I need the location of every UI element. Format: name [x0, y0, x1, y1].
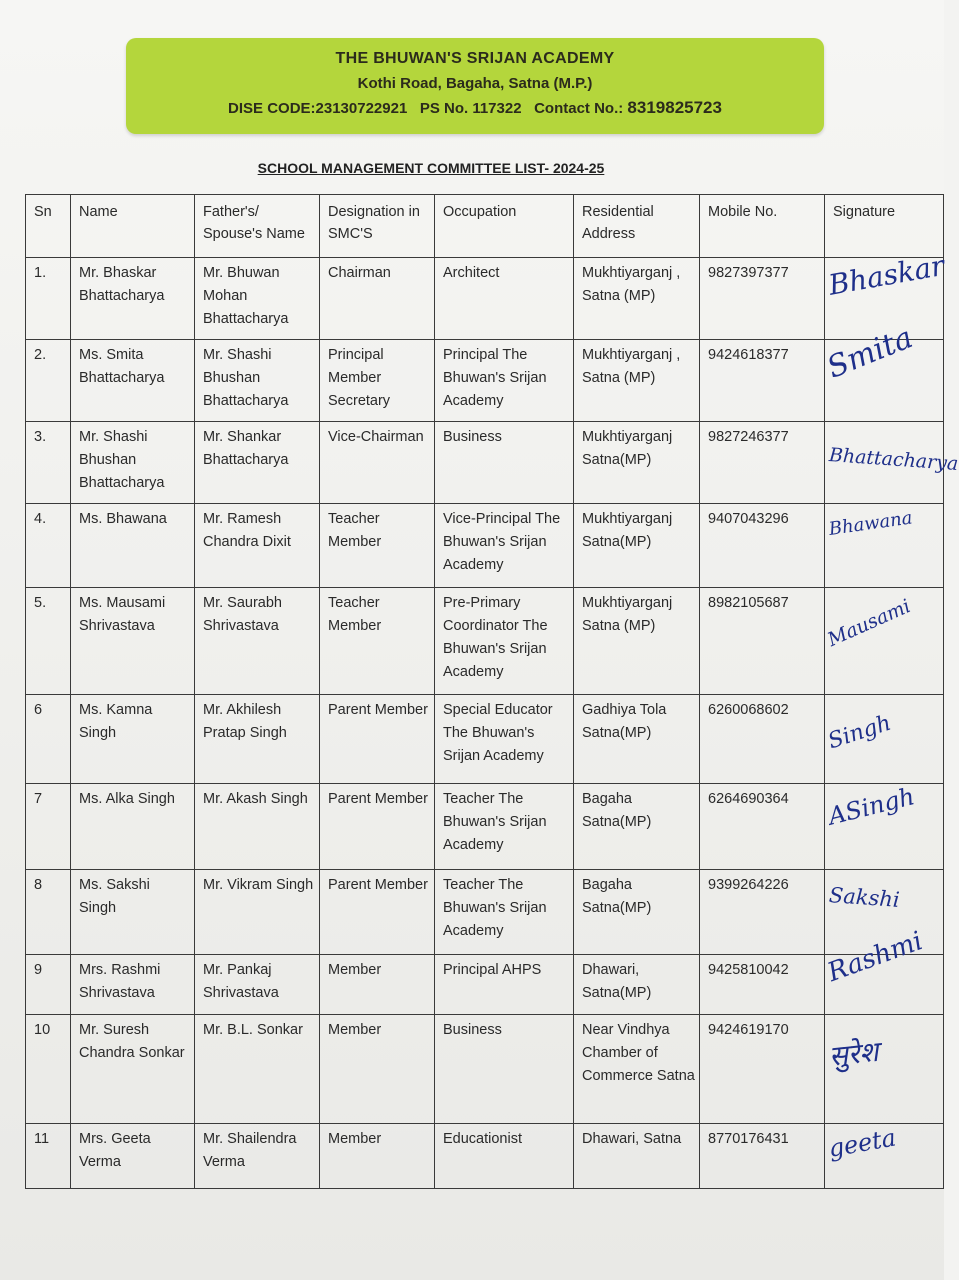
cell-designation: Chairman — [320, 258, 435, 340]
cell-father: Mr. Vikram Singh — [195, 870, 320, 955]
header-mobile: Mobile No. — [700, 195, 825, 258]
cell-occupation: Special Educator The Bhuwan's Srijan Academy — [435, 695, 574, 784]
cell-signature — [825, 1124, 944, 1189]
cell-name: Mr. Suresh Chandra Sonkar — [71, 1015, 195, 1124]
table-row — [26, 422, 944, 504]
smc-table — [25, 194, 959, 1189]
cell-mobile: 9827246377 — [700, 422, 825, 504]
header-name: Name — [71, 195, 195, 258]
signature-mark: Bhaskar — [826, 248, 947, 302]
cell-designation: Parent Member — [320, 870, 435, 955]
table-row — [26, 1015, 944, 1124]
cell-address: Mukhtiyarganj , Satna (MP) — [574, 340, 700, 422]
cell-father: Mr. B.L. Sonkar — [195, 1015, 320, 1124]
cell-mobile: 8770176431 — [700, 1124, 825, 1189]
header-signature: Signature — [825, 195, 944, 258]
cell-designation: Teacher Member — [320, 504, 435, 588]
header-designation: Designation in SMC'S — [320, 195, 435, 258]
cell-designation: Vice-Chairman — [320, 422, 435, 504]
cell-father: Mr. Akhilesh Pratap Singh — [195, 695, 320, 784]
cell-occupation: Teacher The Bhuwan's Srijan Academy — [435, 870, 574, 955]
cell-signature — [825, 1015, 944, 1124]
cell-name: Ms. Alka Singh — [71, 784, 195, 870]
cell-designation: Member — [320, 1015, 435, 1124]
cell-occupation: Business — [435, 1015, 574, 1124]
cell-occupation: Principal AHPS — [435, 955, 574, 1015]
cell-name: Ms. Mausami Shrivastava — [71, 588, 195, 695]
cell-name: Mr. Shashi Bhushan Bhattacharya — [71, 422, 195, 504]
cell-father: Mr. Saurabh Shrivastava — [195, 588, 320, 695]
cell-sn: 8 — [26, 870, 71, 955]
cell-address: Mukhtiyarganj Satna(MP) — [574, 504, 700, 588]
cell-father: Mr. Ramesh Chandra Dixit — [195, 504, 320, 588]
school-address: Kothi Road, Bagaha, Satna (M.P.) — [357, 75, 593, 92]
table-header-row — [26, 195, 944, 258]
cell-occupation: Architect — [435, 258, 574, 340]
cell-address: Mukhtiyarganj Satna (MP) — [574, 588, 700, 695]
cell-name: Ms. Smita Bhattacharya — [71, 340, 195, 422]
cell-signature — [825, 695, 944, 784]
cell-sn: 5. — [26, 588, 71, 695]
cell-address: Bagaha Satna(MP) — [574, 870, 700, 955]
cell-occupation: Educationist — [435, 1124, 574, 1189]
cell-mobile: 9425810042 — [700, 955, 825, 1015]
cell-address: Bagaha Satna(MP) — [574, 784, 700, 870]
cell-mobile: 9399264226 — [700, 870, 825, 955]
cell-designation: Teacher Member — [320, 588, 435, 695]
cell-mobile: 9407043296 — [700, 504, 825, 588]
cell-name: Ms. Sakshi Singh — [71, 870, 195, 955]
document-title: SCHOOL MANAGEMENT COMMITTEE LIST- 2024-25 — [257, 160, 605, 176]
cell-address: Near Vindhya Chamber of Commerce Satna — [574, 1015, 700, 1124]
ps-label: PS No. — [419, 100, 469, 117]
header-sn: Sn — [26, 195, 71, 258]
cell-mobile: 8982105687 — [700, 588, 825, 695]
cell-occupation: Principal The Bhuwan's Srijan Academy — [435, 340, 574, 422]
cell-father: Mr. Shashi Bhushan Bhattacharya — [195, 340, 320, 422]
cell-sn: 1. — [26, 258, 71, 340]
cell-sn: 6 — [26, 695, 71, 784]
dise-code: 23130722921 — [315, 100, 408, 117]
cell-name: Mrs. Rashmi Shrivastava — [71, 955, 195, 1015]
header-address: Residential Address — [574, 195, 700, 258]
contact-label: Contact No.: — [534, 100, 624, 117]
cell-designation: Parent Member — [320, 784, 435, 870]
cell-signature — [823, 926, 944, 1015]
cell-occupation: Vice-Principal The Bhuwan's Srijan Academy — [435, 504, 574, 588]
cell-sn: 3. — [26, 422, 71, 504]
signature-mark: Singh — [825, 710, 895, 755]
table-row — [26, 695, 944, 784]
cell-sn: 11 — [26, 1124, 71, 1189]
cell-designation: Principal Member Secretary — [320, 340, 435, 422]
signature-mark: Rashmi — [823, 926, 927, 989]
cell-address: Mukhtiyarganj Satna(MP) — [574, 422, 700, 504]
cell-sn: 9 — [26, 955, 71, 1015]
signature-mark: ASingh — [825, 782, 918, 831]
cell-father: Mr. Pankaj Shrivastava — [195, 955, 320, 1015]
school-header-banner — [126, 38, 824, 134]
cell-name: Mr. Bhaskar Bhattacharya — [71, 258, 195, 340]
table-row — [26, 1124, 944, 1189]
contact-number: 8319825723 — [627, 98, 722, 117]
ps-number: 117322 — [472, 100, 522, 117]
cell-designation: Parent Member — [320, 695, 435, 784]
cell-mobile: 6260068602 — [700, 695, 825, 784]
school-name: THE BHUWAN'S SRIJAN ACADEMY — [335, 50, 615, 67]
cell-signature — [825, 784, 944, 870]
signature-mark: Bhattacharya — [828, 444, 959, 476]
cell-sn: 10 — [26, 1015, 71, 1124]
cell-name: Mrs. Geeta Verma — [71, 1124, 195, 1189]
table-row — [26, 504, 944, 588]
cell-address: Gadhiya Tola Satna(MP) — [574, 695, 700, 784]
cell-address: Dhawari, Satna — [574, 1124, 700, 1189]
table-row — [26, 258, 944, 340]
signature-mark: सुरेश — [827, 1034, 880, 1073]
cell-father: Mr. Bhuwan Mohan Bhattacharya — [195, 258, 320, 340]
cell-signature — [825, 588, 944, 695]
table-row — [26, 870, 944, 955]
header-father-spouse-name: Father's/ Spouse's Name — [195, 195, 320, 258]
signature-mark: Bhawana — [827, 507, 914, 540]
cell-sn: 7 — [26, 784, 71, 870]
cell-address: Mukhtiyarganj , Satna (MP) — [574, 258, 700, 340]
cell-signature — [825, 504, 944, 588]
table-row — [26, 340, 944, 422]
cell-occupation: Teacher The Bhuwan's Srijan Academy — [435, 784, 574, 870]
cell-occupation: Business — [435, 422, 574, 504]
signature-mark: Smita — [822, 320, 918, 386]
cell-mobile: 6264690364 — [700, 784, 825, 870]
table-row — [26, 955, 944, 1015]
cell-father: Mr. Shailendra Verma — [195, 1124, 320, 1189]
cell-mobile: 9424619170 — [700, 1015, 825, 1124]
cell-mobile: 9827397377 — [700, 258, 825, 340]
cell-signature — [825, 422, 959, 504]
cell-name: Ms. Bhawana — [71, 504, 195, 588]
cell-occupation: Pre-Primary Coordinator The Bhuwan's Srijan Academy — [435, 588, 574, 695]
cell-sn: 4. — [26, 504, 71, 588]
cell-name: Ms. Kamna Singh — [71, 695, 195, 784]
cell-father: Mr. Shankar Bhattacharya — [195, 422, 320, 504]
cell-signature — [822, 320, 944, 422]
cell-mobile: 9424618377 — [700, 340, 825, 422]
dise-label: DISE CODE: — [228, 100, 316, 117]
cell-sn: 2. — [26, 340, 71, 422]
cell-father: Mr. Akash Singh — [195, 784, 320, 870]
signature-mark: Mausami — [824, 595, 914, 652]
cell-designation: Member — [320, 955, 435, 1015]
header-occupation: Occupation — [435, 195, 574, 258]
school-codes — [126, 98, 824, 118]
table-row — [26, 588, 944, 695]
cell-designation: Member — [320, 1124, 435, 1189]
signature-mark: Sakshi — [828, 883, 901, 912]
signature-mark: geeta — [826, 1123, 899, 1163]
table-row — [26, 784, 944, 870]
cell-address: Dhawari, Satna(MP) — [574, 955, 700, 1015]
